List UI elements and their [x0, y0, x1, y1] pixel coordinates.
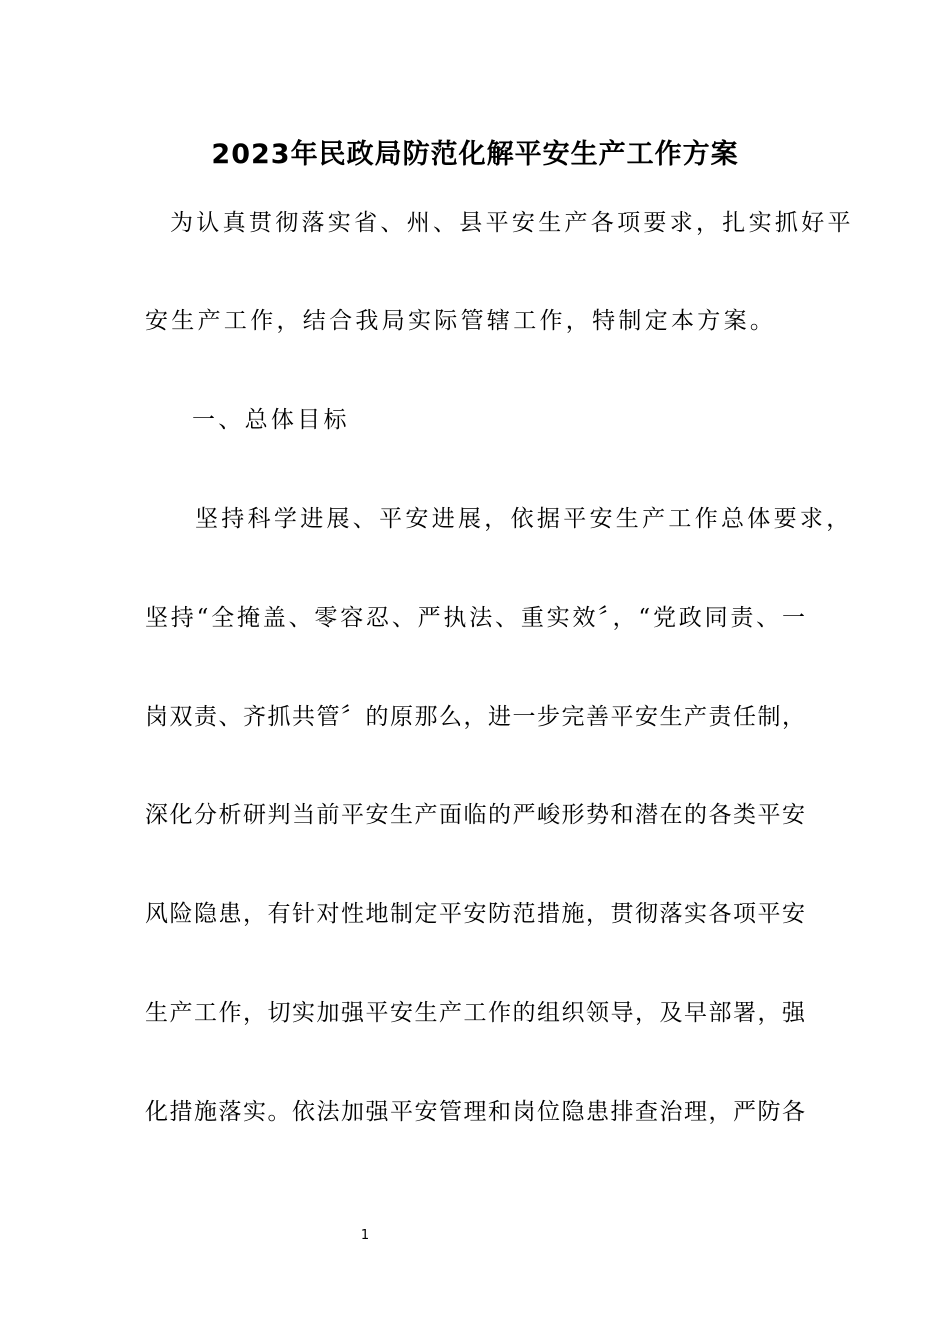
- document-title: 2023年民政局防范化解平安生产工作方案: [211, 139, 739, 170]
- paragraph-line-2: 安生产工作，结合我局实际管辖工作，特制定本方案。: [145, 308, 777, 334]
- paragraph-line-7: 风险隐患，有针对性地制定平安防范措施，贯彻落实各项平安: [145, 901, 805, 927]
- paragraph-line-9: 化措施落实。依法加强平安管理和岗位隐患排查治理，严防各: [145, 1099, 805, 1125]
- paragraph-line-5: 岗双责、齐抓共管〞的原那么，进一步完善平安生产责任制，: [145, 704, 805, 730]
- page-number: 1: [360, 1228, 370, 1243]
- paragraph-line-4: 坚持“全掩盖、零容忍、严执法、重实效〞，“党政同责、一: [145, 605, 805, 631]
- paragraph-line-1: 为认真贯彻落实省、州、县平安生产各项要求，扎实抓好平: [170, 210, 854, 236]
- paragraph-line-3: 坚持科学进展、平安进展，依据平安生产工作总体要求，: [195, 506, 853, 532]
- paragraph-line-6: 深化分析研判当前平安生产面临的严峻形势和潜在的各类平安: [145, 802, 805, 828]
- paragraph-line-8: 生产工作，切实加强平安生产工作的组织领导，及早部署，强: [145, 1000, 805, 1026]
- section-heading: 一、总体目标: [192, 407, 350, 433]
